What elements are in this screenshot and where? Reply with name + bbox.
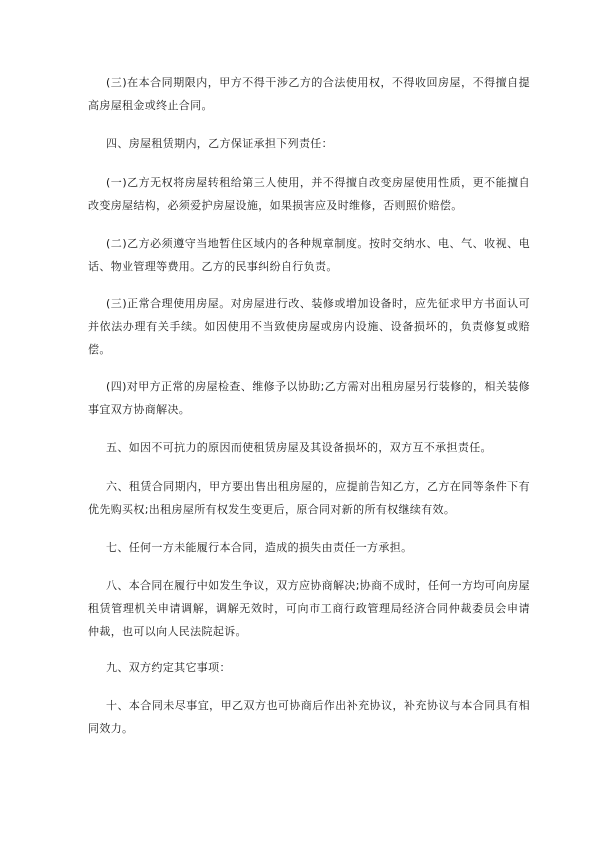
clause-5-force-majeure: 五、如因不可抗力的原因而使租赁房屋及其设备损坏的，双方互不承担责任。 xyxy=(106,441,492,454)
clause-8-dispute-resolution: 八、本合同在履行中如发生争议，双方应协商解决;协商不成时，任何一方均可向房屋租赁管理机关申请调解，调解无效时，可向市工商行政管理局经济合同仲裁委员会申请仲裁，也可以向人民法院起诉。 xyxy=(88,579,531,638)
clause-4-4-inspection-repair: (四)对甲方正常的房屋检查、维修予以协助;乙方需对出租房屋另行装修的，相关装修事宜双方协商解决。 xyxy=(88,380,530,416)
clause-4-3-proper-use: (三)正常合理使用房屋。对房屋进行改、装修或增加设备时，应先征求甲方书面认可并依法办理有关手续。如因使用不当致使房屋或房内设施、设备损坏的，负责修复或赔偿。 xyxy=(88,297,530,356)
clause-4-heading: 四、房屋租赁期内，乙方保证承担下列责任： xyxy=(106,137,333,150)
clause-7-breach-liability: 七、任何一方未能履行本合同，造成的损失由责任一方承担。 xyxy=(106,541,413,554)
clause-9-other-matters: 九、双方约定其它事项： xyxy=(106,661,231,674)
clause-6-sale-preemption: 六、租赁合同期内，甲方要出售出租房屋的，应提前告知乙方，乙方在同等条件下有优先购买权;出租房屋所有权发生变更后，原合同对新的所有权继续有效。 xyxy=(88,480,530,516)
clause-4-2-regulations-fees: (二)乙方必须遵守当地暂住区域内的各种规章制度。按时交纳水、电、气、收视、电话、物业管理等费用。乙方的民事纠纷自行负责。 xyxy=(88,237,530,273)
clause-4-1-no-sublet: (一)乙方无权将房屋转租给第三人使用，并不得擅自改变房屋使用性质，更不能擅自改变房屋结构，必须爱护房屋设施，如果损害应及时维修，否则照价赔偿。 xyxy=(88,176,530,212)
clause-3-no-interference: (三)在本合同期限内，甲方不得干涉乙方的合法使用权，不得收回房屋，不得擅自提高房屋租金或终止合同。 xyxy=(88,76,530,112)
clause-10-supplementary: 十、本合同未尽事宜，甲乙双方也可协商后作出补充协议，补充协议与本合同具有相同效力。 xyxy=(88,699,530,735)
